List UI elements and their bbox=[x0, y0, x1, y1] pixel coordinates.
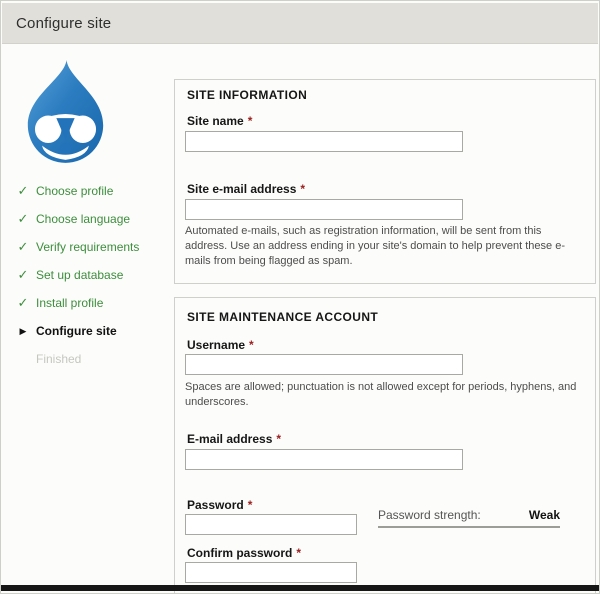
password-input[interactable] bbox=[185, 514, 357, 535]
task-label: Configure site bbox=[36, 324, 117, 338]
task-set-up-database bbox=[17, 261, 167, 289]
site-name-input[interactable] bbox=[185, 131, 463, 152]
email-address-input[interactable] bbox=[185, 449, 463, 470]
check-icon: ✓ bbox=[17, 239, 29, 254]
section-title: SITE INFORMATION bbox=[187, 88, 308, 102]
check-icon: ✓ bbox=[17, 267, 29, 282]
task-label: Finished bbox=[36, 352, 82, 366]
check-icon: ✓ bbox=[17, 183, 29, 198]
required-marker: * bbox=[249, 338, 254, 352]
task-label: Install profile bbox=[36, 296, 104, 310]
username-label: Username * bbox=[187, 338, 254, 352]
required-marker: * bbox=[276, 432, 282, 446]
active-arrow-icon: ▶ bbox=[19, 325, 27, 336]
password-label: Password * bbox=[187, 498, 253, 512]
site-email-input[interactable] bbox=[185, 199, 463, 220]
task-label: Set up database bbox=[36, 268, 124, 282]
task-label: Verify requirements bbox=[36, 240, 140, 254]
page-title: Configure site bbox=[16, 14, 112, 32]
task-choose-language bbox=[17, 205, 167, 233]
site-email-description: Automated e-mails, such as registration information, will be sent from this address. Use an address ending in your site's domain to help prevent these e-mails from being flagged as spam. bbox=[185, 225, 565, 267]
check-icon: ✓ bbox=[17, 211, 29, 226]
password-strength-label: Password strength: bbox=[378, 508, 481, 522]
required-marker: * bbox=[296, 546, 302, 560]
password-strength-value: Weak bbox=[528, 508, 560, 522]
check-icon: ✓ bbox=[17, 295, 29, 310]
task-choose-profile bbox=[17, 177, 167, 205]
task-install-profile bbox=[17, 289, 167, 317]
task-configure-site bbox=[17, 317, 167, 345]
task-label: Choose language bbox=[36, 212, 131, 226]
task-finished bbox=[17, 345, 167, 373]
required-marker: * bbox=[247, 498, 253, 512]
confirm-password-input[interactable] bbox=[185, 562, 357, 583]
password-strength-indicator bbox=[378, 508, 560, 528]
site-maintenance-account-section bbox=[174, 297, 596, 594]
required-marker: * bbox=[247, 114, 253, 128]
email-address-label: E-mail address * bbox=[187, 432, 282, 446]
required-marker: * bbox=[300, 182, 306, 196]
username-input[interactable] bbox=[185, 354, 463, 375]
screenshot-bottom-edge bbox=[1, 585, 599, 591]
username-description: Spaces are allowed; punctuation is not allowed except for periods, hyphens, and underscores. bbox=[185, 381, 577, 408]
site-email-label: Site e-mail address * bbox=[187, 182, 306, 196]
site-name-label: Site name * bbox=[187, 114, 253, 128]
drupal-logo-icon bbox=[14, 58, 117, 170]
section-title: SITE MAINTENANCE ACCOUNT bbox=[187, 310, 379, 324]
task-verify-requirements bbox=[17, 233, 167, 261]
site-information-section bbox=[174, 79, 596, 284]
install-tasks-list bbox=[17, 177, 167, 373]
page-header bbox=[2, 3, 598, 44]
confirm-password-label: Confirm password * bbox=[187, 546, 302, 560]
task-label: Choose profile bbox=[36, 184, 114, 198]
